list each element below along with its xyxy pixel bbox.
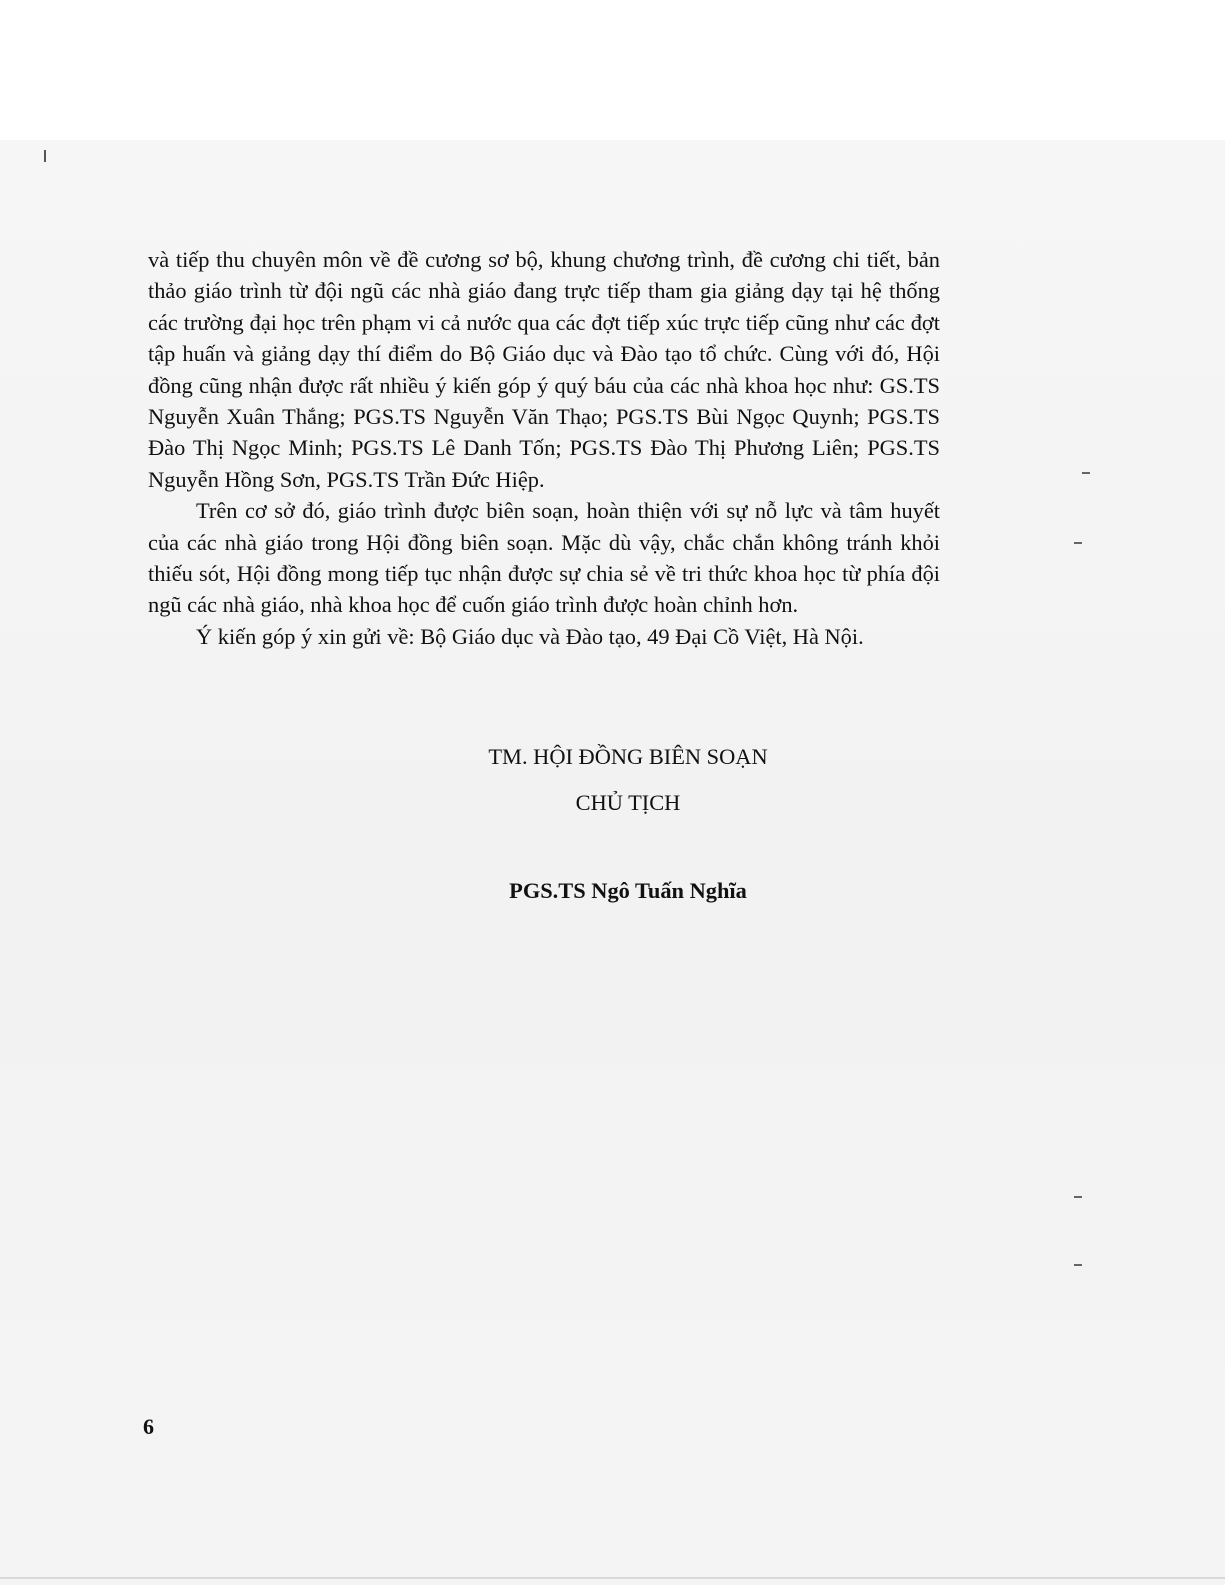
paragraph-feedback-address: Ý kiến góp ý xin gửi về: Bộ Giáo dục và Đào tạo, 49 Đại Cồ Việt, Hà Nội. (196, 623, 864, 649)
paragraph-reviewers: và tiếp thu chuyên môn về đề cương sơ bộ, khung chương trình, đề cương chi tiết, bản thảo giáo trình từ đội ngũ các nhà giáo đang trực tiếp tham gia giảng dạy tại hệ thống các trường đại học trên phạm vi cả nước qua các đợt tiếp xúc trực tiếp cũng như các đợt tập huấn và giảng dạy thí điểm do Bộ Giáo dục và Đào tạo tổ chức. Cùng với đó, Hội đồng cũng nhận được rất nhiều ý kiến góp ý quý báu của các nhà khoa học như: GS.TS Nguyễn Xuân Thắng; PGS.TS Nguyễn Văn Thạo; PGS.TS Bùi Ngọc Quynh; PGS.TS Đào Thị Ngọc Minh; PGS.TS Lê Danh Tốn; PGS.TS Đào Thị Phương Liên; PGS.TS Nguyễn Hồng Sơn, PGS.TS Trần Đức Hiệp. (148, 247, 940, 492)
paragraph-compilation: Trên cơ sở đó, giáo trình được biên soạn, hoàn thiện với sự nỗ lực và tâm huyết của các nhà giáo trong Hội đồng biên soạn. Mặc dù vậy, chắc chắn không tránh khỏi thiếu sót, Hội đồng mong tiếp tục nhận được sự chia sẻ về tri thức khoa học từ phía đội ngũ các nhà giáo, nhà khoa học để cuốn giáo trình được hoàn chỉnh hơn. (148, 498, 940, 618)
page-bottom-edge (0, 1577, 1225, 1579)
signature-name: PGS.TS Ngô Tuấn Nghĩa (509, 878, 747, 903)
margin-tick-mark (1074, 542, 1082, 544)
margin-tick-mark (1074, 1196, 1082, 1198)
signature-role: CHỦ TỊCH (575, 790, 681, 815)
margin-tick-mark (1074, 1264, 1082, 1266)
scan-margin-mark (44, 150, 46, 162)
page-number: 6 (143, 1414, 154, 1439)
body-text (148, 244, 940, 652)
margin-tick-mark (1082, 472, 1090, 474)
signature-committee: TM. HỘI ĐỒNG BIÊN SOẠN (488, 744, 768, 769)
